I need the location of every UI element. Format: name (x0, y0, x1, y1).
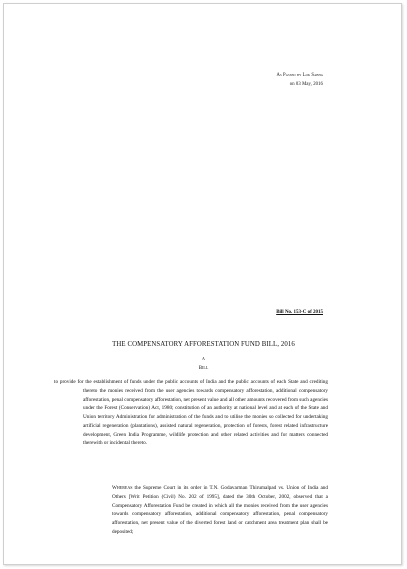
bill-number: Bill No. 153-C of 2015 (276, 310, 323, 315)
long-title-paragraph: to provide for the establishment of funds under the public accounts of India and the public accounts of each State and crediting thereto the monies received from the user agencies towards compensatory afforestation, additional compensatory afforestation, penal compensatory afforestation, net present value and all other amounts recovered from such agencies under the Forest (Conservation) Act, 1980; constitution of an authority at national level and at each of the State and Union territory Administration for administration of the funds and to utilise the monies so collected for undertaking artificial regeneration (plantations), assisted natural regeneration, protection of forests, forest related infrastructure development, Green India Programme, wildlife protection and other related activities and for matters connected therewith or incidental thereto. (54, 379, 328, 447)
page-frame (3, 3, 402, 565)
passed-by-house: As Passed by Lok Sabha (276, 73, 323, 78)
bill-title: THE COMPENSATORY AFFORESTATION FUND BILL, 2016 (112, 341, 295, 348)
whereas-text: the Supreme Court in its order in T.N. Godavarman Thirumalpad vs. Union of India and Others [Writ Petition (Civil) No. 202 of 1995], dated the 30th October, 2002, observed that a Compensatory Afforestation Fund be created in which all the monies received from the user agencies towards compensatory afforestation, additional compensatory afforestation, penal compensatory afforestation, net present value of the diverted forest land or catchment area treatment plan shall be deposited; (112, 485, 328, 535)
passed-by-stamp (276, 71, 323, 89)
passed-date: on 03 May, 2016 (289, 82, 323, 87)
article-label: A (202, 356, 205, 361)
bill-label: Bill (198, 366, 209, 371)
whereas-lead: Whereas (112, 485, 133, 491)
preamble-paragraph (112, 484, 328, 537)
